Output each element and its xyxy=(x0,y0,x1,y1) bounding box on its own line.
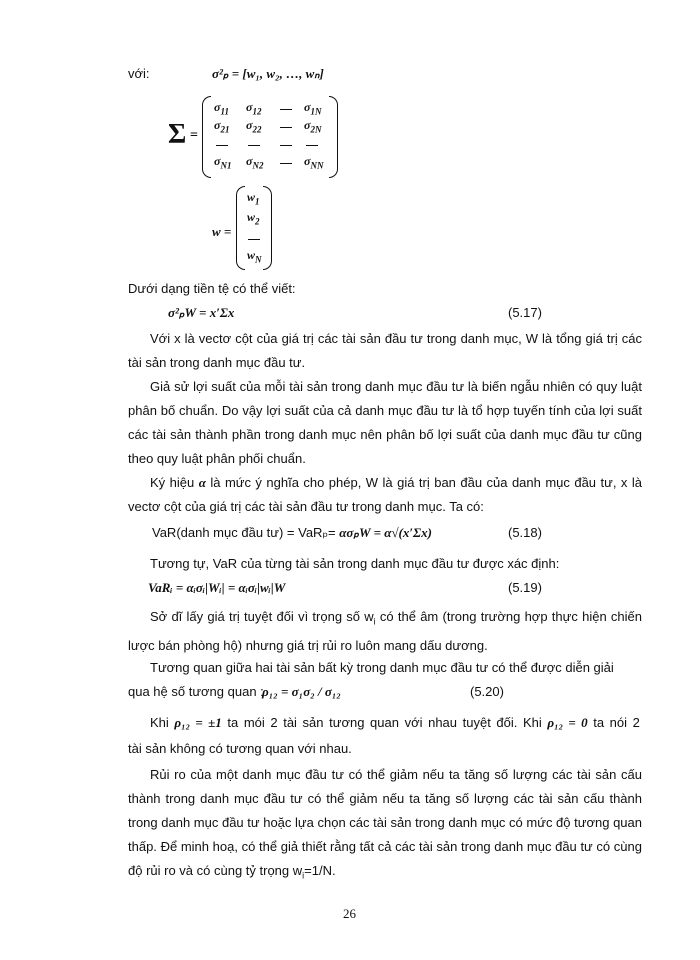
equals-sign: = xyxy=(190,128,198,143)
equation-5-17: σ²ₚW = x′Σx xyxy=(168,305,235,320)
matrix-cell: $\sigma_{N2}$ xyxy=(246,154,264,171)
equation-number-5-18: (5.18) xyxy=(508,525,542,540)
vector-dash xyxy=(248,239,260,240)
risk-main: Rủi ro của một danh mục đầu tư có thể giảm nếu ta tăng số lượng các tài sản cấu thành trong danh mục đầu tư có thể giảm nếu ta tăng số lượng các tài sản cấu thành trong danh mục đầu tư hoặc lựa chọn các tài sản trong danh mục có mức độ tương quan thấp. Để minh hoạ, có thể giả thiết rằng tất cả các tài sản trong danh mục đầu tư có cùng độ rủi ro và có cùng tỷ trọng w xyxy=(128,767,642,878)
notation-rest: là mức ý nghĩa cho phép, W là giá trị ban đầu của danh mục đầu tư, x là vectơ cột của giá trị các tài sản đầu tư trong danh mục. Ta có: xyxy=(128,475,642,514)
matrix-cell: $\sigma_{11}$ xyxy=(214,100,229,117)
w-vector xyxy=(236,186,272,268)
equation-5-18-rhs: ασₚW = α√(x′Σx) xyxy=(339,525,432,540)
equation-5-18 xyxy=(152,525,432,541)
vector-cell: $w_N$ xyxy=(247,248,262,265)
rho-plus-minus-one: ρ₁₂ = ±1 xyxy=(174,715,222,730)
abs-rest: có thể âm (trong trường hợp thực hiện chiến lược bán phòng hộ) nhưng giá trị rủi ro luôn mang dấu dương. xyxy=(128,609,642,653)
when-prefix: Khi xyxy=(150,715,169,730)
paragraph-notation xyxy=(128,471,642,519)
intro-label: với: xyxy=(128,66,150,81)
matrix-dash xyxy=(280,163,292,164)
vector-cell: $w_1$ xyxy=(247,190,260,207)
alpha-symbol: α xyxy=(198,475,206,490)
paragraph-absolute-value xyxy=(128,605,642,658)
w-equals: w = xyxy=(212,224,232,239)
matrix-dash xyxy=(280,127,292,128)
equation-5-19: VaRᵢ = αᵢσᵢ|Wᵢ| = αᵢσᵢ|wᵢ|W xyxy=(148,580,286,595)
risk-end: =1/N. xyxy=(304,863,336,878)
equation-sigma-definition: σ²ₚ = [w₁, w₂, …, wₙ] xyxy=(212,66,324,81)
paragraph-assumption: Giả sử lợi suất của mỗi tài sản trong danh mục đầu tư là biến ngẫu nhiên có quy luật phân bố chuẩn. Do vậy lợi suất của cả danh mục đầu tư là tổ hợp tuyến tính của lợi suất các tài sản thành phần trong danh mục nên phân bố lợi suất của danh mục đầu tư cũng theo quy luật phân phối chuẩn. xyxy=(128,379,642,466)
matrix-cell: $\sigma_{21}$ xyxy=(214,118,230,135)
equation-5-20: ρ₁₂ = σ₁σ₂ / σ₁₂ xyxy=(262,684,341,699)
paragraph-when-line2: tài sản không có tương quan với nhau. xyxy=(128,741,352,756)
risk-sub: i xyxy=(302,870,305,881)
matrix-cell: $\sigma_{1N}$ xyxy=(304,100,322,117)
matrix-cell: $\sigma_{NN}$ xyxy=(304,154,324,171)
matrix-dash xyxy=(248,145,260,146)
abs-sub: i xyxy=(373,616,376,627)
paragraph-currency: Dưới dạng tiền tệ có thể viết: xyxy=(128,281,296,296)
matrix-cell: $\sigma_{2N}$ xyxy=(304,118,322,135)
matrix-dash xyxy=(280,145,292,146)
matrix-cell: $\sigma_{12}$ xyxy=(246,100,262,117)
matrix-dash xyxy=(306,145,318,146)
paragraph-vector-x: Với x là vectơ cột của giá trị các tài sản đầu tư trong danh mục, W là tổng giá trị các tài sản trong danh mục đầu tư. xyxy=(128,331,642,370)
equation-5-18-lhs: VaR(danh mục đầu tư) = VaRₚ= xyxy=(152,525,336,540)
vector-cell: $w_2$ xyxy=(247,210,260,227)
matrix-dash xyxy=(216,145,228,146)
when-middle: ta mói 2 tài sản tương quan với nhau tuyệt đối. Khi xyxy=(227,715,542,730)
paragraph-similarly: Tương tự, VaR của từng tài sản trong danh mục đầu tư được xác định: xyxy=(150,556,560,571)
matrix-dash xyxy=(280,109,292,110)
paragraph-when-line1 xyxy=(150,715,640,731)
matrix-cell: $\sigma_{N1}$ xyxy=(214,154,232,171)
paragraph-correlation: Tương quan giữa hai tài sản bất kỳ trong danh mục đầu tư có thể được diễn giải xyxy=(150,660,614,675)
abs-prefix: Sở dĩ lấy giá trị tuyệt đối vì trọng số w xyxy=(150,609,374,624)
sigma-matrix xyxy=(202,96,338,176)
rho-zero: ρ₁₂ = 0 xyxy=(547,715,588,730)
when-suffix: ta nói 2 xyxy=(593,715,640,730)
sigma-symbol: Σ xyxy=(168,119,187,150)
notation-prefix: Ký hiệu xyxy=(150,475,195,490)
paragraph-correlation-coefficient: qua hệ số tương quan : xyxy=(128,684,264,699)
equation-number-5-17: (5.17) xyxy=(508,305,542,320)
page-number: 26 xyxy=(343,906,356,921)
paragraph-risk xyxy=(128,763,642,888)
matrix-cell: $\sigma_{22}$ xyxy=(246,118,262,135)
equation-number-5-20: (5.20) xyxy=(470,684,504,699)
equation-number-5-19: (5.19) xyxy=(508,580,542,595)
